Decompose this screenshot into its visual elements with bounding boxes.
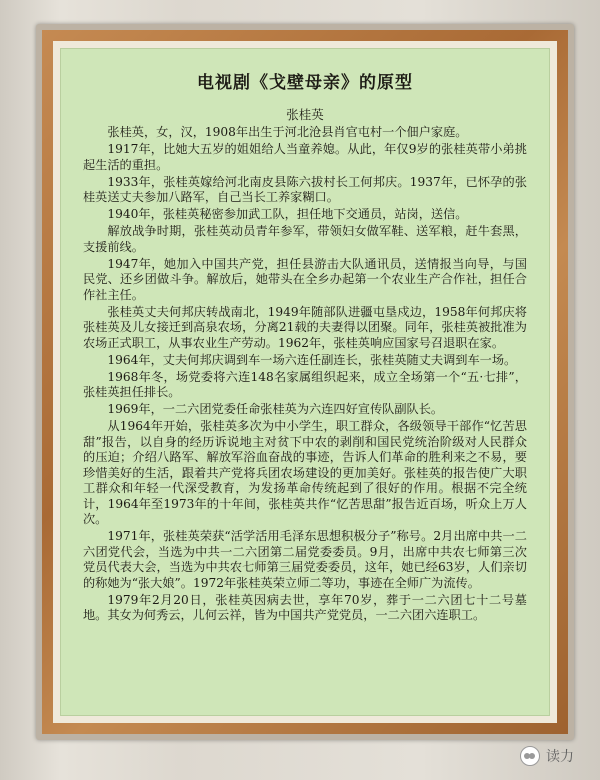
paragraph: 1971年，张桂英荣获“活学活用毛泽东思想积极分子”称号。2月出席中共一二六团党代会，当选为中共一二六团第二届党委委员。9月，出席中共农七师第三次党员代表大会，当选为中共农七师第三届党委委员，这年，她已经63岁，人们亲切的称她为“张大娘”。1972年张桂英荣立师二等功，事迹在全师广为流传。	[83, 529, 527, 590]
sign-title: 电视剧《戈壁母亲》的原型	[197, 73, 413, 93]
paragraph: 张桂英丈夫何邦庆转战南北，1949年随部队进疆屯垦戍边，1958年何邦庆将张桂英及儿女接迁到高泉农场，分离21载的夫妻得以团聚。同年，张桂英被批准为农场正式职工，从事农业生产劳动。1962年，张桂英响应国家号召退职在家。	[83, 304, 527, 350]
sign-panel	[60, 48, 550, 716]
paragraph: 张桂英，女，汉，1908年出生于河北沧县肖官屯村一个佃户家庭。	[107, 125, 468, 139]
biography-text	[83, 125, 527, 624]
paragraph: 解放战争时期，张桂英动员青年参军，带领妇女做军鞋、送军粮，赶牛套黑，支援前线。	[83, 224, 527, 254]
paragraph: 1964年，丈夫何邦庆调到车一场六连任副连长，张桂英随丈夫调到车一场。	[107, 352, 517, 367]
paragraph: 1917年，比她大五岁的姐姐给人当童养媳。从此，年仅9岁的张桂英带小弟挑起生活的重担。	[83, 142, 527, 172]
paragraph: 1947年，她加入中国共产党，担任县游击大队通讯员，送情报当向导，与国民党、还乡团做斗争。解放后，她带头在全乡办起第一个农业生产合作社，担任合作社主任。	[83, 256, 527, 302]
watermark	[520, 746, 574, 766]
watermark-text: 读力	[546, 749, 574, 765]
paragraph: 1933年，张桂英嫁给河北南皮县陈六拔村长工何邦庆。1937年，已怀孕的张桂英送丈夫参加八路军，自己当长工养家糊口。	[83, 174, 527, 204]
paragraph: 从1964年开始，张桂英多次为中小学生，职工群众，各级领导干部作“忆苦思甜”报告，以自身的经历诉说地主对贫下中农的剥削和国民党统治阶级对人民群众的压迫；介绍八路军、解放军浴血奋战的事迹，告诉人们革命的胜利来之不易，要珍惜美好的生活，跟着共产党将兵团农场建设的更加美好。张桂英的报告使广大职工群众和年轻一代深受教育，为发扬革命传统起到了很好的作用。根据不完全统计，1964年至1973年的十年间，张桂英共作“忆苦思甜”报告近百场，听众上万人次。	[83, 419, 527, 526]
subject-name: 张桂英	[286, 107, 324, 122]
paragraph: 1979年2月20日，张桂英因病去世，享年70岁，葬于一二六团七十二号墓地。其女为何秀云，儿何云祥，皆为中国共产党党员，一二六团六连职工。	[83, 592, 527, 622]
paragraph: 1940年，张桂英秘密参加武工队，担任地下交通员，站岗，送信。	[107, 207, 468, 221]
paragraph: 1968年冬，场党委将六连148名家属组织起来，成立全场第一个“五·七排”，张桂英担任排长。	[83, 369, 527, 399]
wechat-icon	[520, 746, 540, 766]
paragraph: 1969年，一二六团党委任命张桂英为六连四好宣传队副队长。	[107, 402, 444, 416]
